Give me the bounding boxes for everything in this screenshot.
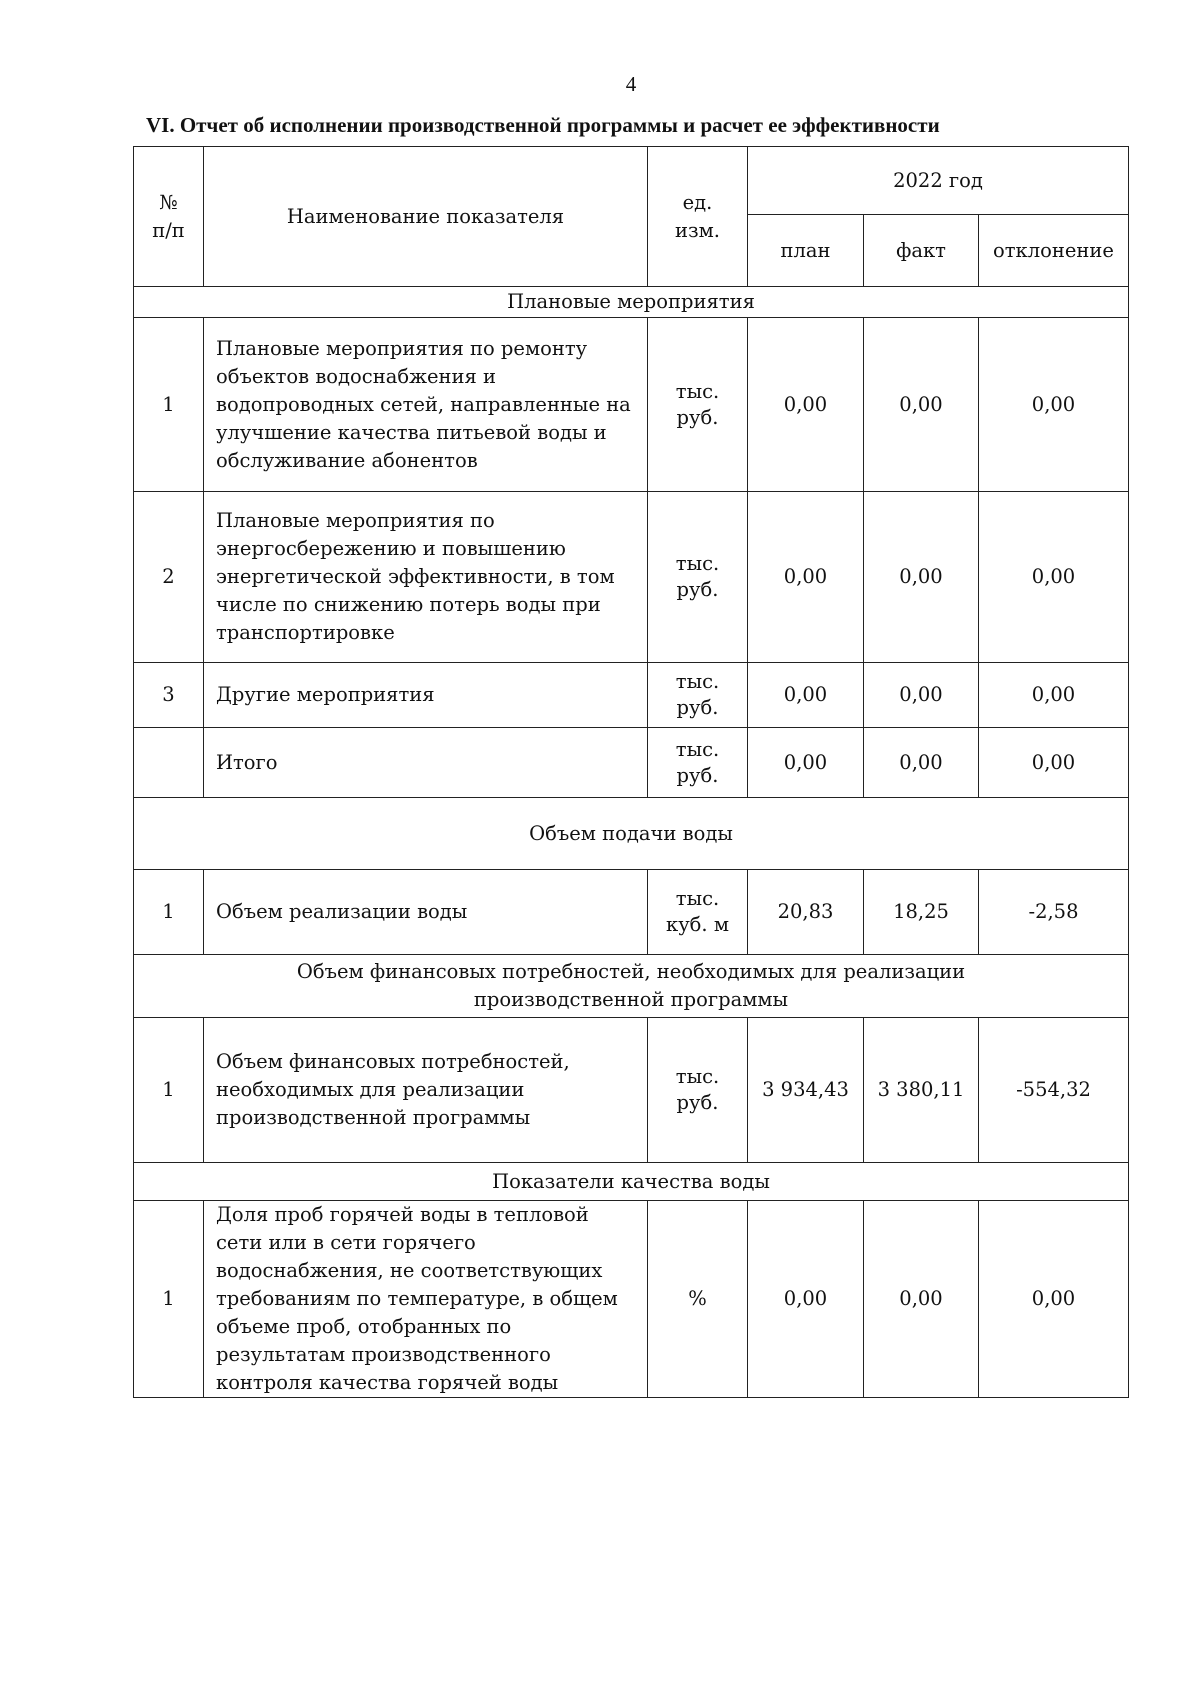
row-name: Другие мероприятия <box>204 663 648 728</box>
row-num: 3 <box>134 663 204 728</box>
row-name: Объем реализации воды <box>204 870 648 955</box>
report-title: VI. Отчет об исполнении производственной программы и расчет ее эффективности <box>146 113 940 137</box>
row-plan: 0,00 <box>748 663 864 728</box>
table-row <box>134 870 1129 955</box>
row-fact: 0,00 <box>864 728 979 798</box>
header-row <box>134 147 1129 215</box>
row-name: Плановые мероприятия по энергосбережению и повышению энергетической эффективности, в том числе по снижению потерь воды при транспортировке <box>204 492 648 663</box>
table-row-total <box>134 728 1129 798</box>
table-row <box>134 492 1129 663</box>
col-year-header: 2022 год <box>748 147 1129 215</box>
page-number: 4 <box>625 72 637 96</box>
row-name: Плановые мероприятия по ремонту объектов водоснабжения и водопроводных сетей, направленные на улучшение качества питьевой воды и обслуживание абонентов <box>204 318 648 492</box>
col-deviation-header: отклонение <box>979 215 1129 287</box>
row-num: 1 <box>134 1018 204 1163</box>
col-num-header: № п/п <box>134 147 204 287</box>
row-num: 1 <box>134 318 204 492</box>
row-plan: 0,00 <box>748 1201 864 1398</box>
row-plan: 20,83 <box>748 870 864 955</box>
row-deviation: -554,32 <box>979 1018 1129 1163</box>
row-fact: 0,00 <box>864 492 979 663</box>
row-fact: 0,00 <box>864 1201 979 1398</box>
row-deviation: 0,00 <box>979 1201 1129 1398</box>
row-num: 2 <box>134 492 204 663</box>
row-unit: тыс. руб. <box>648 1018 748 1163</box>
col-unit-header: ед. изм. <box>648 147 748 287</box>
report-table <box>133 146 1129 1398</box>
row-plan: 0,00 <box>748 492 864 663</box>
row-fact: 18,25 <box>864 870 979 955</box>
row-unit: тыс. руб. <box>648 492 748 663</box>
row-num: 1 <box>134 1201 204 1398</box>
section-title: Объем финансовых потребностей, необходимых для реализации производственной программы <box>134 955 1129 1018</box>
table-row <box>134 318 1129 492</box>
section-row <box>134 798 1129 870</box>
row-num: 1 <box>134 870 204 955</box>
row-unit: % <box>648 1201 748 1398</box>
row-unit: тыс. куб. м <box>648 870 748 955</box>
row-fact: 0,00 <box>864 663 979 728</box>
row-unit: тыс. руб. <box>648 663 748 728</box>
row-deviation: 0,00 <box>979 663 1129 728</box>
section-title: Объем подачи воды <box>134 798 1129 870</box>
table-row <box>134 663 1129 728</box>
row-deviation: 0,00 <box>979 492 1129 663</box>
row-fact: 0,00 <box>864 318 979 492</box>
table-row <box>134 1201 1129 1398</box>
section-title: Показатели качества воды <box>134 1163 1129 1201</box>
row-plan: 0,00 <box>748 728 864 798</box>
row-name: Объем финансовых потребностей, необходимых для реализации производственной программы <box>204 1018 648 1163</box>
row-name: Доля проб горячей воды в тепловой сети или в сети горячего водоснабжения, не соответствующих требованиям по температуре, в общем объеме проб, отобранных по результатам производственного контроля качества горячей воды <box>204 1201 648 1398</box>
row-unit: тыс. руб. <box>648 318 748 492</box>
col-fact-header: факт <box>864 215 979 287</box>
section-row <box>134 955 1129 1018</box>
table-row <box>134 1018 1129 1163</box>
row-plan: 3 934,43 <box>748 1018 864 1163</box>
row-unit: тыс. руб. <box>648 728 748 798</box>
section-row <box>134 287 1129 318</box>
row-deviation: -2,58 <box>979 870 1129 955</box>
row-plan: 0,00 <box>748 318 864 492</box>
row-fact: 3 380,11 <box>864 1018 979 1163</box>
row-num <box>134 728 204 798</box>
section-row <box>134 1163 1129 1201</box>
col-plan-header: план <box>748 215 864 287</box>
section-title: Плановые мероприятия <box>134 287 1129 318</box>
row-deviation: 0,00 <box>979 728 1129 798</box>
col-name-header: Наименование показателя <box>204 147 648 287</box>
row-name: Итого <box>204 728 648 798</box>
row-deviation: 0,00 <box>979 318 1129 492</box>
